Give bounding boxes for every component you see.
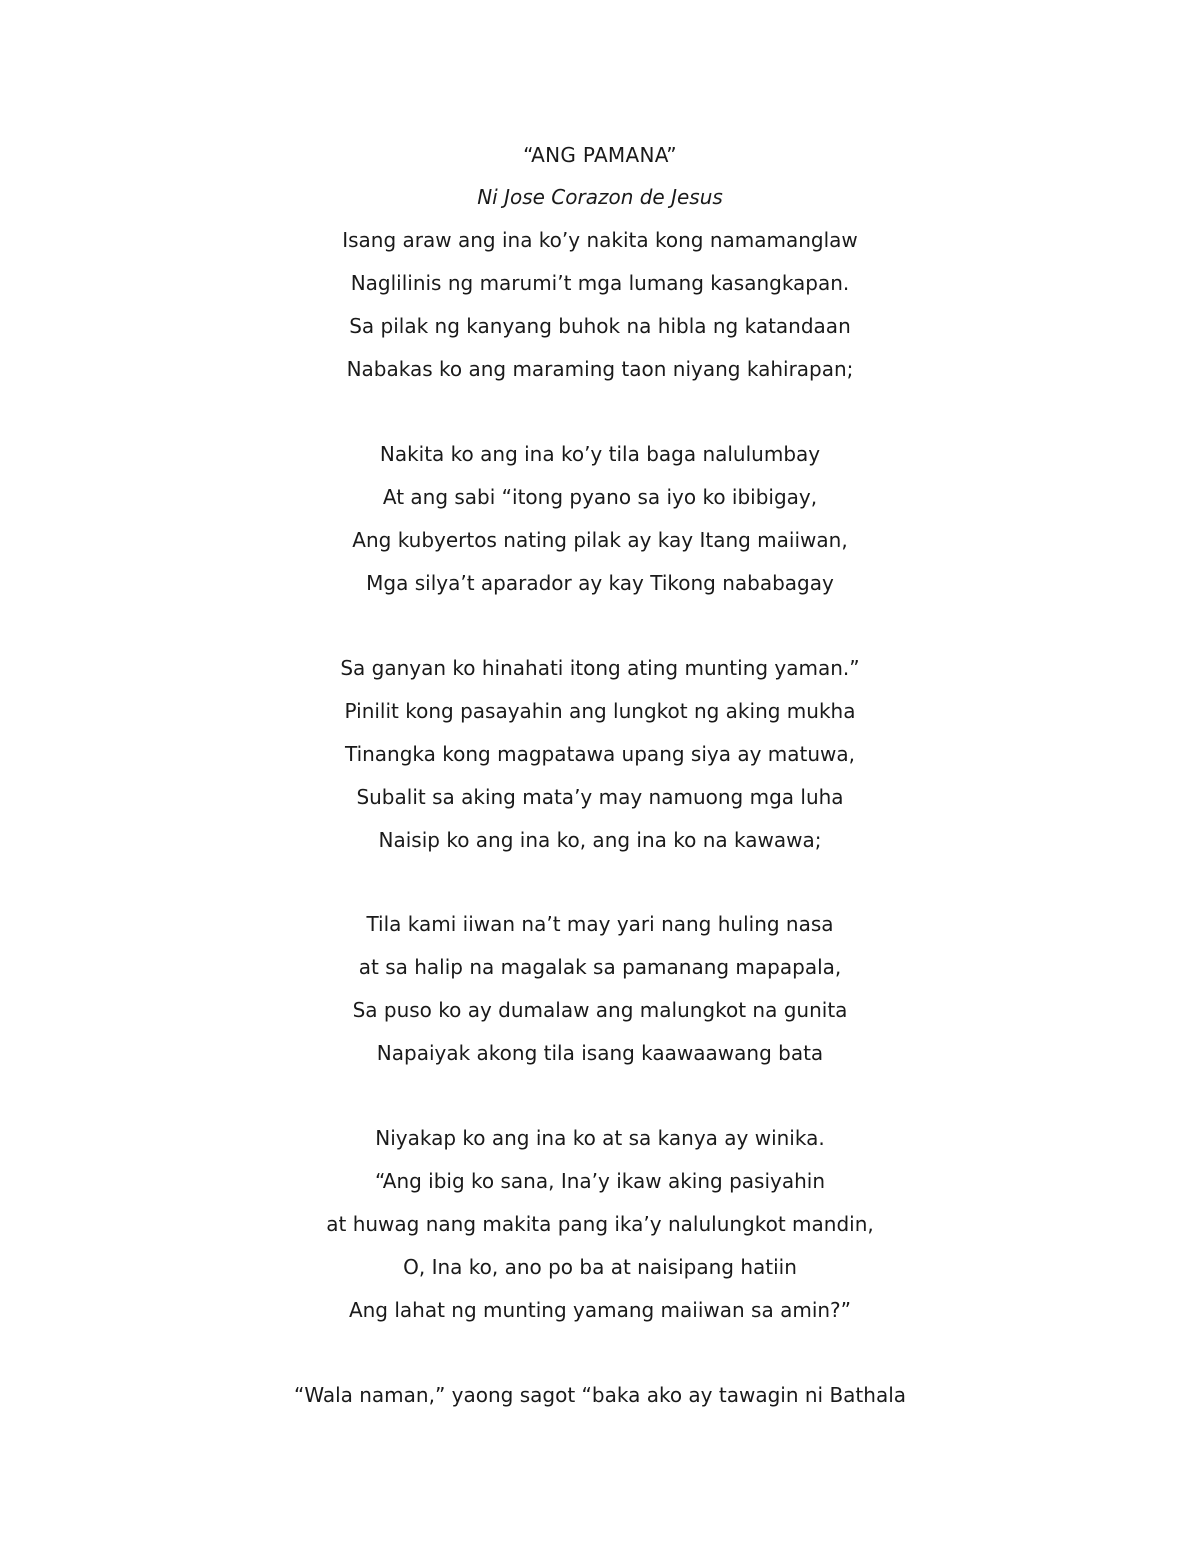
poem-line: Tinangka kong magpatawa upang siya ay matuwa, [344,742,856,766]
poem-line: Napaiyak akong tila isang kaawaawang bata [376,1041,824,1065]
poem-line: Isang araw ang ina ko’y nakita kong namamanglaw [342,228,858,252]
poem-line: Tila kami iiwan na’t may yari nang huling nasa [366,912,834,936]
poem-line: Sa pilak ng kanyang buhok na hibla ng katandaan [349,314,851,338]
stanza-3 [0,654,1200,869]
poem-line: “Ang ibig ko sana, Ina’y ikaw aking pasiyahin [374,1169,826,1193]
poem-line: Mga silya’t aparador ay kay Tikong nababagay [366,571,834,595]
poem-line: Niyakap ko ang ina ko at sa kanya ay winika. [375,1126,825,1150]
poem-author: Ni Jose Corazon de Jesus [477,185,723,209]
poem-line: at huwag nang makita pang ika’y nalulungkot mandin, [326,1212,874,1236]
poem-line: “Wala naman,” yaong sagot “baka ako ay tawagin ni Bathala [293,1383,907,1407]
poem-line: Sa ganyan ko hinahati itong ating munting yaman.” [340,656,860,680]
stanza-5 [0,1124,1200,1339]
poem-line: Subalit sa aking mata’y may namuong mga luha [356,785,844,809]
stanza-1 [0,226,1200,398]
stanza-4 [0,910,1200,1082]
poem-line: At ang sabi “itong pyano sa iyo ko ibibigay, [382,485,818,509]
poem-line: Nakita ko ang ina ko’y tila baga nalulumbay [379,442,821,466]
poem-line: Naglilinis ng marumi’t mga lumang kasangkapan. [350,271,850,295]
poem-line: O, Ina ko, ano po ba at naisipang hatiin [403,1255,797,1279]
stanza-6 [0,1381,1200,1424]
poem-line: Ang kubyertos nating pilak ay kay Itang maiiwan, [352,528,848,552]
poem-line: Sa puso ko ay dumalaw ang malungkot na gunita [352,998,848,1022]
stanza-2 [0,440,1200,612]
poem-line: Nabakas ko ang maraming taon niyang kahirapan; [346,357,854,381]
poem-line: Ang lahat ng munting yamang maiiwan sa amin?” [348,1298,852,1322]
poem-title: “ANG PAMANA” [523,143,677,167]
poem-line: Pinilit kong pasayahin ang lungkot ng aking mukha [344,699,856,723]
poem-line: at sa halip na magalak sa pamanang mapapala, [358,955,842,979]
poem-line: Naisip ko ang ina ko, ang ina ko na kawawa; [378,828,822,852]
